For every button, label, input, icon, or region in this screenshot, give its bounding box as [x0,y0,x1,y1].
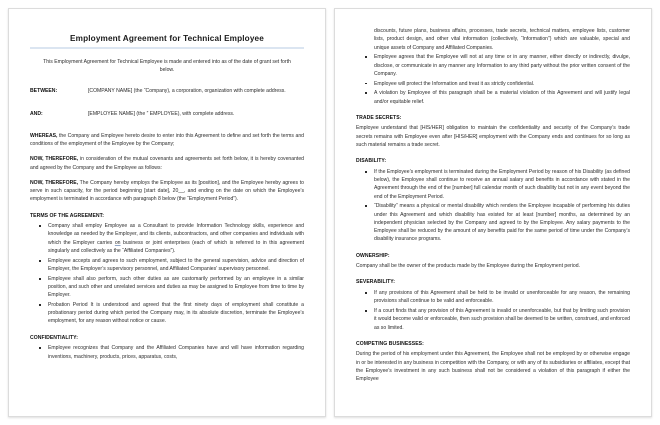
now-therefore-1-lead: NOW, THEREFORE, [30,156,79,163]
party-value-between: [COMPANY NAME] (the “Company), a corporation, organization with complete address. [88,88,286,95]
section-heading-terms: TERMS OF THE AGREEMENT: [30,212,104,219]
section-heading-trade-secrets: TRADE SECRETS: [356,114,402,121]
bullet-text-pre: Employee accepts and agrees to such employment, subject to the general supervision, advice and direction of Employer, the Employer’s supervisory personnel, and Affiliated Companies’ supervisory personnel. [48,257,304,272]
ownership-paragraph: Company shall be the owner of the products made by the Employee during the Employment period. [356,263,580,270]
spellcheck-marked-word[interactable]: on [114,239,121,246]
now-therefore-2-lead: NOW, THEREFORE, [30,179,79,186]
list-item [30,301,304,326]
list-item: If any provisions of this Agreement shall be held to be invalid or unenforceable for any reason, the remaining provisions shall continue to be valid and enforceable. [356,289,630,306]
bullet-text-pre: Employee shall also perform, such other duties as are customarily performed by an employee in a similar position, and such other and unrelated services and duties as may be assigned to Employee from time to time by Employer. [48,275,304,299]
section-heading-ownership: OWNERSHIP: [356,252,390,259]
section-heading-competing-businesses: COMPETING BUSINESSES: [356,340,424,347]
continuation-paragraph: discounts, future plans, business affairs, processes, trade secrets, technical matters, employee lists, customer lists, product design, and other vital information (collectively, “Information”) which are valuable, special and unique assets of Company and Affiliated Companies. [374,28,630,51]
disability-bullet-list [356,168,630,244]
party-value-and: [EMPLOYEE NAME] (the ” EMPLOYEE), with complete address. [88,110,235,117]
page-title: Employment Agreement for Technical Employee [70,34,264,43]
party-row-between [30,87,304,95]
section-heading-disability: DISABILITY: [356,158,387,165]
document-page-1[interactable] [8,8,326,417]
whereas-lead: WHEREAS, [30,132,58,139]
title-underline-rule [30,47,304,49]
now-therefore-1-body: in consideration of the mutual covenants and agreements set forth below, it is hereby covenanted and agreed by the Company and the Employee as follows: [30,156,305,171]
whereas-paragraph [30,132,304,149]
now-therefore-paragraph-1 [30,155,304,172]
section-heading-confidentiality: CONFIDENTIALITY: [30,334,78,341]
list-item: Employee recognizes that Company and the Affiliated Companies have and will have information regarding inventions, machinery, products, prices, apparatus, costs, [30,344,304,361]
list-item: A violation by Employee of this paragraph shall be a material violation of this Agreement and will justify legal and/or equitable relief. [356,89,630,106]
whereas-body: the Company and Employee hereto desire to enter into this Agreement to define and set forth the terms and conditions of the employment of the Employee by the Company; [30,132,304,148]
page-2-content [335,9,651,383]
list-item: If the Employee’s employment is terminated during the Employment Period by reason of his Disability (as defined below), the Employee shall continue to receive an annual salary and benefits in accordance with stated in the Agreement through the end of the [number] full calendar month of such disability but not in any event beyond the end of the Employment Period. [356,168,630,201]
list-item: Employee agrees that the Employee will not at any time or in any manner, either directly or indirectly, divulge, disclose, or communicate in any manner any Information to any third party without the prior written consent of the Company. [356,53,630,78]
now-therefore-paragraph-2 [30,179,304,204]
confidentiality-bullet-list [30,344,304,361]
confidentiality-bullet-list-continued [356,53,630,106]
bullet-text-pre: Probation Period It is understood and agreed that the first ninety days of employment shall constitute a probationary period during which period the Company may, in its absolute discretion, terminate the Employee’s employment, for any reason without notice or cause. [48,301,304,325]
terms-bullet-list [30,222,304,326]
list-item [30,275,304,300]
party-label-and: AND: [30,110,43,117]
list-item [30,257,304,274]
bullet-text-post: business or joint enterprises (each of which is referred to in this agreement singularly and collectively as the “Affiliated Companies”). [48,239,304,254]
party-label-between: BETWEEN: [30,88,58,95]
page-1-content [9,9,325,361]
now-therefore-2-body: The Company hereby employs the Employee as its [position], and the Employee hereby agrees to serve in such capacity, for the period beginning [start date], 20__, and ending on the date on which the Employee’s employment is terminated in accordance with paragraph 8 below (the “Employment Period”). [30,179,304,203]
document-page-2[interactable] [334,8,652,417]
party-row-and [30,110,304,118]
section-heading-severability: SEVERABILITY: [356,279,396,286]
competing-businesses-paragraph: During the period of his employment under this Agreement, the Employee shall not be employed by or otherwise engage in or be interested in any business in competition with the Company, or with any of its subsidiaries or affiliates, except that the Employee’s investment in any such business shall not be considered a violation of this paragraph if either the Employee [356,351,630,383]
list-item: Employee will protect the Information and treat it as strictly confidential. [356,80,630,88]
trade-secrets-paragraph: Employee understand that [HIS/HER] obligation to maintain the confidentiality and security of the Company’s trade secrets remains with Employee even after [HIS/HER] employment with the Company ends and continues for so long as such material remains a trade secret. [356,125,630,148]
list-item [30,222,304,255]
intro-paragraph: This Employment Agreement for Technical Employee is made and entered into as of the date of grant set forth below. [43,58,291,74]
bullet-text-pre: Company shall employ Employee as a Consultant to provide Information Technology skills, experience and knowledge as needed by the Employer, and its clients, subcontractors, and other companies and individuals with which the Employer carries [48,223,304,246]
list-item: “Disability” means a physical or mental disability which renders the Employee incapable of performing his duties under this Agreement and which disability has existed for at least [number] months, as determined by an independent physician selected by the Company and agreed to by the Employee. Any salary payments to the Employee shall be reduced by the amount of any benefits paid for the same period of time under the Company’s disability insurance programs. [356,202,630,243]
severability-bullet-list [356,289,630,332]
list-item: If a court finds that any provision of this Agreement is invalid or unenforceable, but that by limiting such provision it would become valid or enforceable, then such provision shall be deemed to be written, construed, and enforced as so limited. [356,307,630,332]
